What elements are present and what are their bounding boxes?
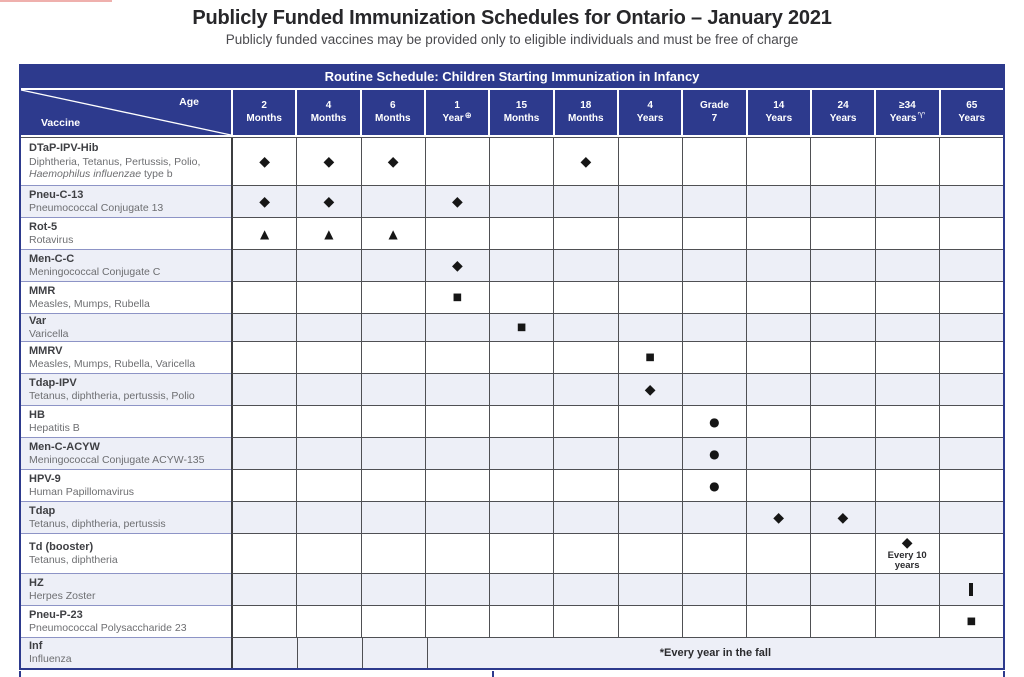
diamond-marker: ◆ <box>837 509 849 526</box>
column-header-24-years: 24 Years <box>810 90 874 135</box>
diamond-marker: ◆ <box>901 534 913 551</box>
diamond-marker: ◆ <box>773 509 785 526</box>
schedule-cell <box>296 534 360 574</box>
diamond-marker: ◆ <box>323 153 335 170</box>
schedule-cell <box>939 218 1003 250</box>
vaccine-code: Pneu-P-23 <box>29 608 83 621</box>
schedule-cell <box>231 470 296 502</box>
schedule-cell <box>810 438 874 470</box>
vaccine-description: Tetanus, diphtheria <box>29 553 118 566</box>
schedule-cell <box>231 574 296 606</box>
vaccine-description: Human Papillomavirus <box>29 485 135 498</box>
vaccine-row-hz <box>21 574 1003 606</box>
schedule-cell <box>553 138 617 186</box>
column-header-18-months: 18 Months <box>553 90 617 135</box>
vaccine-name-cell <box>21 502 231 534</box>
vaccine-name-cell <box>21 282 231 314</box>
schedule-cell <box>361 342 425 374</box>
bar-marker <box>969 583 973 596</box>
page-title: Publicly Funded Immunization Schedules for Ontario – January 2021 <box>192 7 832 29</box>
vaccine-description: Measles, Mumps, Rubella, Varicella <box>29 357 196 370</box>
vaccine-description: Hepatitis B <box>29 421 80 434</box>
schedule-cell <box>361 374 425 406</box>
schedule-cell <box>875 534 939 574</box>
vaccine-name-cell <box>21 218 231 250</box>
schedule-cell <box>746 250 810 282</box>
vaccine-name-cell <box>21 438 231 470</box>
schedule-cell <box>618 406 682 438</box>
diamond-marker: ◆ <box>451 193 463 210</box>
vaccine-name-cell <box>21 314 231 342</box>
diamond-marker: ◆ <box>259 193 271 210</box>
vaccine-code: Pneu-C-13 <box>29 188 84 201</box>
vaccine-axis-label: Vaccine <box>41 117 81 129</box>
circle-marker: ● <box>709 414 720 429</box>
column-header-1-year: 1 Year⊕ <box>424 90 488 135</box>
schedule-cell <box>553 342 617 374</box>
schedule-cell <box>618 574 682 606</box>
diamond-marker: ◆ <box>387 153 399 170</box>
schedule-cell <box>875 218 939 250</box>
schedule-cell <box>361 138 425 186</box>
schedule-cell <box>553 470 617 502</box>
schedule-cell <box>425 574 489 606</box>
schedule-cell <box>296 606 360 638</box>
vaccine-row-hb <box>21 406 1003 438</box>
schedule-cell <box>875 186 939 218</box>
schedule-cell <box>746 186 810 218</box>
schedule-cell <box>746 406 810 438</box>
schedule-cell <box>939 374 1003 406</box>
vaccine-description: Measles, Mumps, Rubella <box>29 297 150 310</box>
schedule-cell <box>489 218 553 250</box>
schedule-cell <box>231 534 296 574</box>
vaccine-description: Pneumococcal Polysaccharide 23 <box>29 621 187 634</box>
schedule-cell <box>425 138 489 186</box>
schedule-cell <box>425 406 489 438</box>
schedule-cell <box>618 250 682 282</box>
schedule-cell <box>875 606 939 638</box>
schedule-cell <box>489 534 553 574</box>
vaccine-row-var <box>21 314 1003 342</box>
vaccine-row-td-booster- <box>21 534 1003 574</box>
schedule-cell <box>489 342 553 374</box>
vaccine-code: HZ <box>29 576 44 589</box>
schedule-cell <box>618 218 682 250</box>
schedule-cell <box>875 438 939 470</box>
table-header-row <box>21 90 1003 137</box>
schedule-cell <box>618 438 682 470</box>
schedule-cell <box>746 314 810 342</box>
schedule-cell <box>489 406 553 438</box>
schedule-cell <box>939 470 1003 502</box>
vaccine-code: Td (booster) <box>29 540 94 553</box>
schedule-cell <box>489 374 553 406</box>
schedule-cell <box>682 406 746 438</box>
schedule-cell <box>489 186 553 218</box>
dose-frequency-note: Every 10 years <box>887 549 927 571</box>
schedule-cell <box>425 470 489 502</box>
vaccine-code: Var <box>29 314 47 327</box>
schedule-cell <box>296 218 360 250</box>
vaccine-description: Tetanus, diphtheria, pertussis <box>29 517 166 530</box>
schedule-cell <box>489 502 553 534</box>
schedule-cell <box>489 438 553 470</box>
vaccine-row-pneu-c-13 <box>21 186 1003 218</box>
schedule-cell <box>875 314 939 342</box>
vaccine-row-rot-5 <box>21 218 1003 250</box>
schedule-cell <box>361 282 425 314</box>
square-marker: ■ <box>966 615 977 627</box>
schedule-cell <box>296 282 360 314</box>
schedule-cell <box>746 438 810 470</box>
schedule-cell <box>231 638 297 668</box>
square-marker: ■ <box>645 351 655 363</box>
schedule-cell <box>553 374 617 406</box>
square-marker: ■ <box>452 291 463 303</box>
diamond-marker: ◆ <box>451 257 463 274</box>
schedule-cell <box>296 374 360 406</box>
schedule-cell <box>939 574 1003 606</box>
column-header-grade-7: Grade 7 <box>681 90 745 135</box>
schedule-cell <box>682 138 746 186</box>
schedule-cell <box>939 314 1003 342</box>
schedule-cell <box>553 406 617 438</box>
schedule-cell <box>553 314 617 342</box>
schedule-merged-note-cell: *Every year in the fall <box>427 638 1003 668</box>
schedule-cell <box>489 314 553 342</box>
schedule-cell <box>746 342 810 374</box>
schedule-cell <box>682 470 746 502</box>
schedule-cell <box>553 186 617 218</box>
schedule-cell <box>425 438 489 470</box>
corner-header-cell <box>21 90 231 135</box>
schedule-cell <box>746 138 810 186</box>
schedule-cell <box>682 606 746 638</box>
vaccine-name-cell <box>21 574 231 606</box>
circle-marker: ● <box>709 478 720 493</box>
vaccine-code: HB <box>29 408 45 421</box>
schedule-cell <box>810 186 874 218</box>
schedule-cell <box>618 314 682 342</box>
schedule-cell <box>875 282 939 314</box>
table-section-banner: Routine Schedule: Children Starting Immunization in Infancy <box>21 66 1003 90</box>
schedule-cell <box>231 282 296 314</box>
schedule-cell <box>296 186 360 218</box>
vaccine-code: Tdap-IPV <box>29 376 77 389</box>
schedule-cell <box>618 186 682 218</box>
schedule-cell <box>296 314 360 342</box>
schedule-cell <box>553 534 617 574</box>
schedule-cell <box>553 250 617 282</box>
vaccine-description: Rotavirus <box>29 233 74 246</box>
age-axis-label: Age <box>179 96 199 108</box>
schedule-cell <box>682 438 746 470</box>
red-crop-mark <box>0 0 112 2</box>
vaccine-code: MMR <box>29 284 56 297</box>
schedule-cell <box>939 186 1003 218</box>
schedule-cell <box>746 282 810 314</box>
schedule-cell <box>618 138 682 186</box>
schedule-cell <box>875 342 939 374</box>
schedule-cell <box>361 470 425 502</box>
schedule-cell <box>810 138 874 186</box>
schedule-cell <box>296 406 360 438</box>
vaccine-name-cell <box>21 250 231 282</box>
triangle-marker: ▲ <box>324 226 334 241</box>
schedule-cell <box>297 638 362 668</box>
schedule-cell <box>361 438 425 470</box>
schedule-cell <box>231 502 296 534</box>
schedule-cell <box>875 406 939 438</box>
vaccine-description: Herpes Zoster <box>29 589 96 602</box>
schedule-cell <box>875 374 939 406</box>
schedule-cell <box>489 138 553 186</box>
schedule-cell <box>361 574 425 606</box>
vaccine-description: Varicella <box>29 327 69 340</box>
vaccine-name-cell <box>21 186 231 218</box>
vaccine-name-cell <box>21 406 231 438</box>
schedule-cell <box>682 218 746 250</box>
schedule-cell <box>425 250 489 282</box>
vaccine-row-inf <box>21 638 1003 668</box>
schedule-cell <box>810 502 874 534</box>
schedule-cell <box>489 606 553 638</box>
schedule-cell <box>746 502 810 534</box>
schedule-cell <box>425 342 489 374</box>
next-section-cutoff <box>19 671 1005 677</box>
schedule-cell <box>618 282 682 314</box>
schedule-cell <box>746 574 810 606</box>
vaccine-code: Inf <box>29 640 43 653</box>
schedule-cell <box>425 502 489 534</box>
schedule-cell <box>296 342 360 374</box>
vaccine-description: Meningococcal Conjugate C <box>29 265 161 278</box>
schedule-cell <box>362 638 427 668</box>
schedule-cell <box>361 186 425 218</box>
schedule-cell <box>618 606 682 638</box>
schedule-cell <box>939 282 1003 314</box>
schedule-cell <box>553 438 617 470</box>
vaccine-code: Men-C-C <box>29 252 75 265</box>
schedule-cell <box>810 314 874 342</box>
vaccine-row-tdap <box>21 502 1003 534</box>
schedule-cell <box>296 250 360 282</box>
schedule-cell <box>361 218 425 250</box>
schedule-cell <box>939 502 1003 534</box>
vaccine-row-mmrv <box>21 342 1003 374</box>
schedule-cell <box>875 574 939 606</box>
schedule-cell <box>810 574 874 606</box>
schedule-cell <box>296 138 360 186</box>
vaccine-name-cell <box>21 374 231 406</box>
footnote-symbol-icon: ⊕ <box>464 110 472 121</box>
column-header-4-months: 4 Months <box>295 90 359 135</box>
vaccine-row-hpv-9 <box>21 470 1003 502</box>
schedule-cell <box>810 606 874 638</box>
diamond-marker: ◆ <box>644 381 656 398</box>
schedule-cell <box>231 186 296 218</box>
schedule-cell <box>553 282 617 314</box>
schedule-cell <box>361 314 425 342</box>
vaccine-name-cell <box>21 534 231 574</box>
schedule-cell <box>810 282 874 314</box>
vaccine-name-cell <box>21 342 231 374</box>
schedule-cell <box>618 470 682 502</box>
schedule-cell <box>810 250 874 282</box>
schedule-cell <box>489 470 553 502</box>
vaccine-row-dtap-ipv-hib <box>21 138 1003 186</box>
vaccine-code: Men-C-ACYW <box>29 440 100 453</box>
schedule-cell <box>810 218 874 250</box>
schedule-cell <box>682 282 746 314</box>
schedule-cell <box>231 438 296 470</box>
schedule-cell <box>296 502 360 534</box>
schedule-cell <box>618 374 682 406</box>
vaccine-row-pneu-p-23 <box>21 606 1003 638</box>
schedule-cell <box>810 406 874 438</box>
schedule-cell <box>939 534 1003 574</box>
schedule-cell <box>682 250 746 282</box>
column-header-2-months: 2 Months <box>231 90 295 135</box>
vaccine-name-cell <box>21 638 231 668</box>
schedule-cell <box>361 606 425 638</box>
schedule-cell <box>425 374 489 406</box>
column-header-4-years: 4 Years <box>617 90 681 135</box>
schedule-cell <box>553 502 617 534</box>
vaccine-description: Tetanus, diphtheria, pertussis, Polio <box>29 389 195 402</box>
schedule-cell <box>231 342 296 374</box>
vaccine-code: DTaP-IPV-Hib <box>29 142 99 155</box>
vaccine-name-cell <box>21 138 231 186</box>
schedule-cell <box>361 250 425 282</box>
schedule-cell <box>231 374 296 406</box>
schedule-cell <box>682 342 746 374</box>
schedule-cell <box>425 606 489 638</box>
vaccine-row-mmr <box>21 282 1003 314</box>
vaccine-code: Tdap <box>29 504 56 517</box>
schedule-cell <box>746 218 810 250</box>
vaccine-row-men-c-c <box>21 250 1003 282</box>
triangle-marker: ▲ <box>260 226 270 241</box>
schedule-cell <box>489 250 553 282</box>
column-header-14-years: 14 Years <box>746 90 810 135</box>
column-header-15-months: 15 Months <box>488 90 552 135</box>
schedule-cell <box>618 534 682 574</box>
schedule-cell <box>810 342 874 374</box>
column-header-6-months: 6 Months <box>360 90 424 135</box>
vaccine-row-tdap-ipv <box>21 374 1003 406</box>
schedule-cell <box>553 574 617 606</box>
vaccine-name-cell <box>21 470 231 502</box>
schedule-cell <box>231 406 296 438</box>
column-header-65-years: 65 Years <box>939 90 1003 135</box>
schedule-cell <box>296 438 360 470</box>
schedule-cell <box>810 374 874 406</box>
schedule-cell <box>939 138 1003 186</box>
schedule-cell <box>682 186 746 218</box>
immunization-schedule-table <box>19 64 1005 670</box>
schedule-cell <box>939 606 1003 638</box>
vaccine-code: MMRV <box>29 344 63 357</box>
schedule-cell <box>231 138 296 186</box>
schedule-cell <box>553 606 617 638</box>
schedule-cell <box>489 574 553 606</box>
triangle-marker: ▲ <box>388 226 398 241</box>
schedule-cell <box>682 502 746 534</box>
schedule-cell <box>361 534 425 574</box>
circle-marker: ● <box>709 446 720 461</box>
schedule-cell <box>425 314 489 342</box>
diamond-marker: ◆ <box>323 193 335 210</box>
schedule-cell <box>618 342 682 374</box>
schedule-cell <box>746 534 810 574</box>
schedule-cell <box>425 534 489 574</box>
schedule-cell <box>296 470 360 502</box>
schedule-cell <box>231 218 296 250</box>
schedule-cell <box>939 406 1003 438</box>
vaccine-code: Rot-5 <box>29 220 58 233</box>
table-body <box>21 137 1003 668</box>
schedule-cell <box>746 470 810 502</box>
schedule-cell <box>875 138 939 186</box>
schedule-cell <box>361 406 425 438</box>
schedule-cell <box>682 534 746 574</box>
schedule-cell <box>682 314 746 342</box>
schedule-cell <box>361 502 425 534</box>
schedule-cell <box>875 470 939 502</box>
schedule-cell <box>682 374 746 406</box>
vaccine-description: Pneumococcal Conjugate 13 <box>29 201 164 214</box>
schedule-cell <box>875 502 939 534</box>
schedule-cell <box>939 342 1003 374</box>
vaccine-description: Meningococcal Conjugate ACYW-135 <box>29 453 205 466</box>
square-marker: ■ <box>516 321 527 333</box>
schedule-cell <box>875 250 939 282</box>
schedule-cell <box>682 574 746 606</box>
schedule-cell <box>553 218 617 250</box>
vaccine-code: HPV-9 <box>29 472 61 485</box>
schedule-cell <box>939 438 1003 470</box>
schedule-cell <box>810 470 874 502</box>
diamond-marker: ◆ <box>580 153 592 170</box>
schedule-cell <box>746 606 810 638</box>
schedule-cell <box>425 186 489 218</box>
schedule-cell <box>231 606 296 638</box>
schedule-cell <box>746 374 810 406</box>
page-subtitle: Publicly funded vaccines may be provided only to eligible individuals and must be free of charge <box>225 32 799 47</box>
schedule-cell <box>425 282 489 314</box>
column-header-34-years: ≥34 Years♈ <box>874 90 938 135</box>
schedule-cell <box>810 534 874 574</box>
next-section-column-divider <box>492 671 494 677</box>
schedule-cell <box>425 218 489 250</box>
schedule-cell <box>296 574 360 606</box>
schedule-cell <box>489 282 553 314</box>
diamond-marker: ◆ <box>259 153 271 170</box>
schedule-cell <box>231 250 296 282</box>
schedule-cell <box>939 250 1003 282</box>
vaccine-row-men-c-acyw <box>21 438 1003 470</box>
schedule-cell <box>618 502 682 534</box>
vaccine-name-cell <box>21 606 231 638</box>
footnote-symbol-icon: ♈ <box>917 110 926 121</box>
vaccine-description: Influenza <box>29 653 72 666</box>
schedule-cell <box>231 314 296 342</box>
vaccine-description: Diphtheria, Tetanus, Pertussis, Polio, Haemophilus influenzae type b <box>29 155 201 181</box>
